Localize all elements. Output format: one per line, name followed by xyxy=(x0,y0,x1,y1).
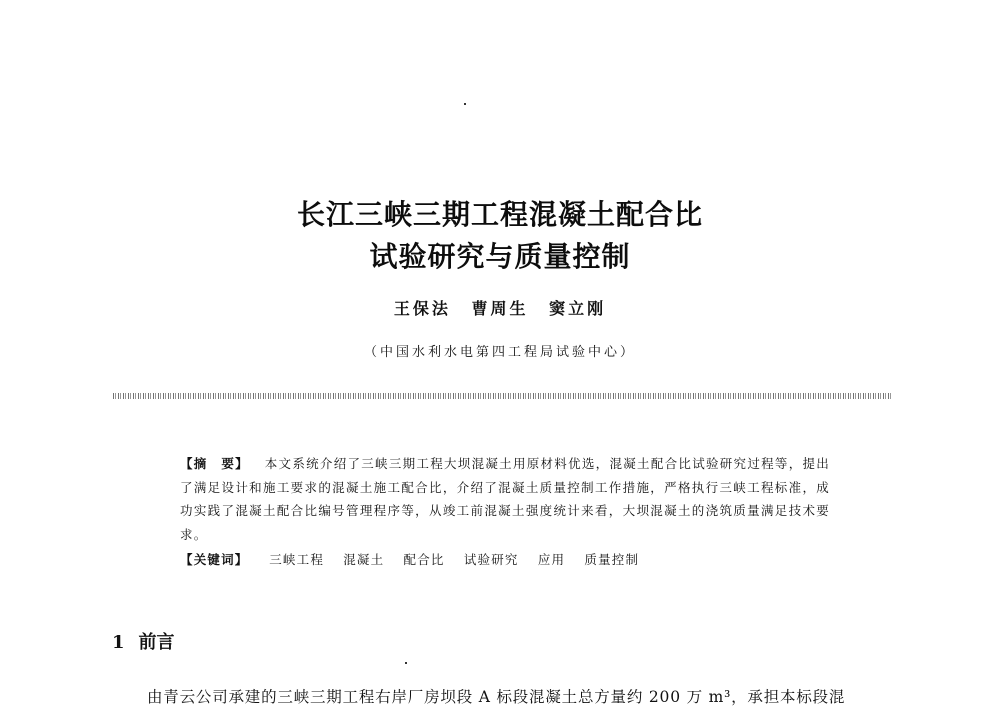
section-title: 前言 xyxy=(138,632,175,653)
keyword: 试验研究 xyxy=(463,552,519,567)
keyword: 混凝土 xyxy=(343,552,385,567)
divider-bar xyxy=(113,393,893,399)
keyword: 应用 xyxy=(537,552,566,567)
affiliation: （中国水利水电第四工程局试验中心） xyxy=(363,345,636,360)
keyword: 质量控制 xyxy=(584,552,640,567)
keywords-label: 【关键词】 xyxy=(180,552,249,567)
author-list xyxy=(0,296,1000,319)
author-name: 王保法 xyxy=(393,299,451,318)
paper-title-line-1: 长江三峡三期工程混凝土配合比 xyxy=(296,198,703,231)
paper-title-line-2: 试验研究与质量控制 xyxy=(369,240,631,273)
scan-speck xyxy=(405,662,407,664)
body-paragraph: 由青云公司承建的三峡三期工程右岸厂房坝段 A 标段混凝土总方量约 200 万 m³，承担本标段混 xyxy=(147,688,846,706)
keyword: 三峡工程 xyxy=(269,552,325,567)
abstract-text: 本文系统介绍了三峡三期工程大坝混凝土用原材料优选，混凝土配合比试验研究过程等，提出了满足设计和施工要求的混凝土施工配合比，介绍了混凝土质量控制工作措施，严格执行三峡工程标准，成功实践了混凝土配合比编号管理程序等，从竣工前混凝土强度统计来看，大坝混凝土的浇筑质量满足技术要求。 xyxy=(180,456,830,542)
author-name: 窦立刚 xyxy=(549,299,607,318)
abstract xyxy=(180,452,830,546)
author-name: 曹周生 xyxy=(471,299,529,318)
keywords xyxy=(180,550,830,568)
section-heading xyxy=(112,628,175,654)
keyword: 配合比 xyxy=(403,552,445,567)
scan-speck xyxy=(464,103,466,105)
section-number: 1 xyxy=(112,632,125,653)
abstract-label: 【摘 要】 xyxy=(180,456,249,471)
